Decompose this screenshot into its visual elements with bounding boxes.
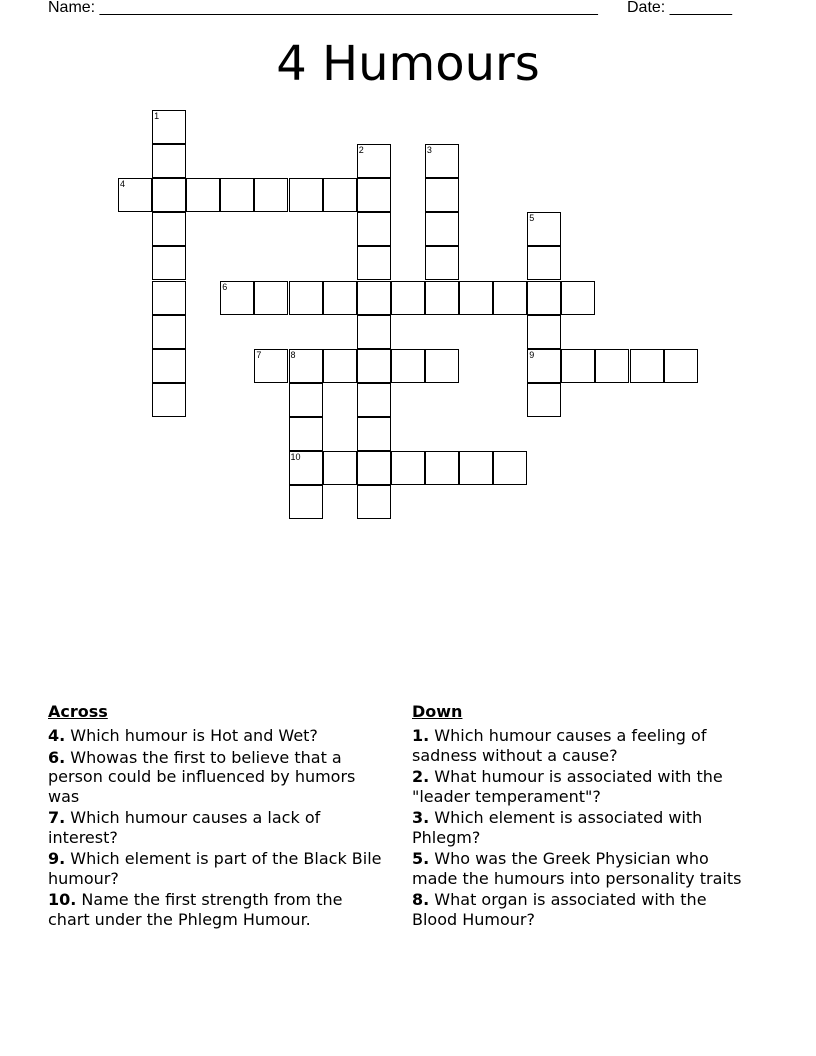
grid-cell[interactable] — [527, 281, 561, 315]
grid-cell[interactable] — [459, 281, 493, 315]
grid-cell[interactable] — [527, 315, 561, 349]
grid-cell[interactable] — [561, 349, 595, 383]
clue-text: What humour is associated with the "leader temperament"? — [412, 767, 723, 806]
grid-cell[interactable] — [630, 349, 664, 383]
clue-number: 1 — [154, 111, 160, 121]
grid-cell[interactable] — [357, 417, 391, 451]
grid-cell[interactable] — [289, 383, 323, 417]
grid-cell[interactable] — [323, 281, 357, 315]
down-clue — [412, 767, 752, 806]
grid-cell[interactable] — [391, 349, 425, 383]
across-heading: Across — [48, 702, 108, 721]
grid-cell[interactable] — [152, 383, 186, 417]
grid-cell[interactable] — [357, 144, 391, 178]
across-clue — [48, 849, 388, 888]
grid-cell[interactable] — [152, 212, 186, 246]
grid-cell[interactable] — [391, 451, 425, 485]
grid-cell[interactable] — [357, 178, 391, 212]
clue-number: 2 — [358, 145, 364, 156]
grid-cell[interactable] — [118, 178, 152, 212]
grid-cell[interactable] — [425, 281, 459, 315]
clue-number: 5 — [529, 213, 535, 224]
clue-text: Who was the Greek Physician who made the humours into personality traits — [412, 849, 742, 888]
grid-cell[interactable] — [357, 315, 391, 349]
grid-cell[interactable] — [357, 485, 391, 519]
clue-text: Which humour causes a lack of interest? — [48, 808, 321, 847]
grid-cell[interactable] — [493, 281, 527, 315]
clue-number: 4 — [120, 179, 126, 190]
grid-cell[interactable] — [289, 485, 323, 519]
across-clue — [48, 890, 388, 929]
clue-text: Which humour is Hot and Wet? — [65, 726, 318, 745]
clue-number: 9 — [529, 349, 535, 360]
grid-cell[interactable] — [425, 212, 459, 246]
clue-number: 8. — [412, 890, 430, 909]
grid-cell[interactable] — [254, 281, 288, 315]
clue-text: Which element is part of the Black Bile humour? — [48, 849, 382, 888]
clue-text: Name the first strength from the chart under the Phlegm Humour. — [48, 890, 343, 929]
down-heading: Down — [412, 702, 463, 721]
clue-number: 7. — [48, 808, 66, 827]
grid-cell[interactable] — [459, 451, 493, 485]
down-clue — [412, 890, 752, 929]
grid-cell[interactable] — [357, 349, 391, 383]
across-clue — [48, 748, 388, 807]
grid-cell[interactable] — [595, 349, 629, 383]
grid-cell[interactable] — [561, 281, 595, 315]
grid-cell[interactable] — [357, 281, 391, 315]
grid-cell[interactable] — [289, 178, 323, 212]
name-field-label[interactable]: Name: ________________________________________________________ — [48, 0, 598, 16]
grid-cell[interactable] — [152, 246, 186, 280]
grid-cell[interactable] — [289, 417, 323, 451]
across-clue — [48, 808, 388, 847]
grid-cell[interactable] — [425, 246, 459, 280]
clue-number: 3. — [412, 808, 430, 827]
grid-cell[interactable] — [425, 144, 459, 178]
grid-cell[interactable] — [527, 246, 561, 280]
grid-cell[interactable] — [289, 349, 323, 383]
grid-cell[interactable] — [186, 178, 220, 212]
grid-cell[interactable] — [527, 349, 561, 383]
clue-number: 6 — [222, 281, 228, 292]
clue-number: 10. — [48, 890, 77, 909]
clue-text: Whowas the first to believe that a person could be influenced by humors was — [48, 747, 356, 806]
grid-cell[interactable] — [289, 451, 323, 485]
grid-cell[interactable] — [152, 178, 186, 212]
clue-text: Which element is associated with Phlegm? — [412, 808, 703, 847]
grid-cell[interactable] — [323, 178, 357, 212]
page-title: 4 Humours — [276, 36, 540, 92]
across-clue — [48, 726, 388, 746]
down-clue — [412, 726, 752, 765]
grid-cell[interactable] — [152, 349, 186, 383]
grid-cell[interactable] — [527, 383, 561, 417]
down-clues — [412, 702, 752, 931]
grid-cell[interactable] — [254, 178, 288, 212]
grid-cell[interactable] — [152, 281, 186, 315]
grid-cell[interactable] — [357, 383, 391, 417]
grid-cell[interactable] — [220, 178, 254, 212]
grid-cell[interactable] — [323, 451, 357, 485]
grid-cell[interactable] — [357, 246, 391, 280]
grid-cell[interactable] — [220, 281, 254, 315]
clue-number: 3 — [426, 145, 432, 156]
grid-cell[interactable] — [357, 212, 391, 246]
grid-cell[interactable] — [425, 178, 459, 212]
clue-number: 10 — [290, 452, 301, 462]
grid-cell[interactable] — [289, 281, 323, 315]
date-field-label[interactable]: Date: _______ — [627, 0, 732, 16]
across-clues — [48, 702, 388, 931]
grid-cell[interactable] — [254, 349, 288, 383]
clue-text: Which humour causes a feeling of sadness without a cause? — [412, 726, 707, 765]
clue-number: 2. — [412, 767, 430, 786]
clue-number: 8 — [290, 349, 296, 360]
grid-cell[interactable] — [152, 144, 186, 178]
clue-text: What organ is associated with the Blood Humour? — [412, 890, 707, 929]
clue-number: 4. — [48, 726, 66, 745]
clue-number: 7 — [256, 349, 262, 360]
grid-cell[interactable] — [425, 451, 459, 485]
grid-cell[interactable] — [152, 315, 186, 349]
grid-cell[interactable] — [527, 212, 561, 246]
grid-cell[interactable] — [391, 281, 425, 315]
clue-number: 5. — [412, 849, 430, 868]
clue-number: 9. — [48, 849, 66, 868]
down-clue — [412, 808, 752, 847]
grid-cell[interactable] — [323, 349, 357, 383]
grid-cell[interactable] — [425, 349, 459, 383]
grid-cell[interactable] — [357, 451, 391, 485]
clue-number: 6. — [48, 747, 66, 767]
down-clue — [412, 849, 752, 888]
grid-cell[interactable] — [152, 110, 186, 144]
clue-number: 1. — [412, 726, 430, 745]
grid-cell[interactable] — [493, 451, 527, 485]
grid-cell[interactable] — [664, 349, 698, 383]
